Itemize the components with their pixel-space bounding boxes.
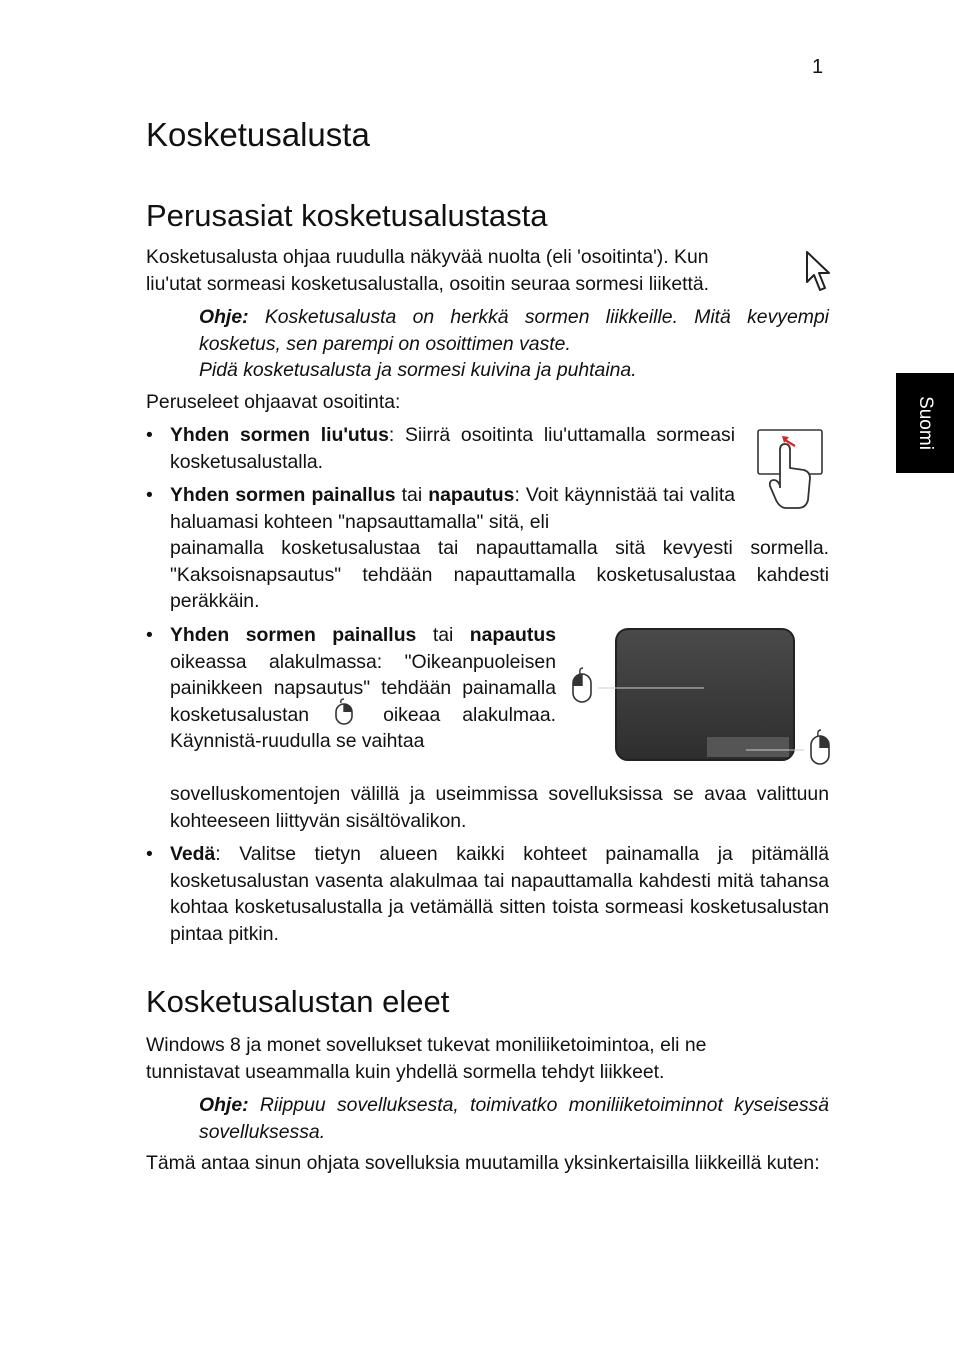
note-text: Riippuu sovelluksesta, toimivatko moniliiketoiminnot kyseisessä sovelluksessa. [199,1094,829,1143]
bullet3-term1: Yhden sormen painallus [170,624,417,646]
bullet-3-continued: sovelluskomentojen välillä ja useimmissa sovelluksissa se avaa valittuun kohteeseen liittyvän sisältövalikon. [170,783,829,832]
note-label: Ohje: [199,1094,249,1116]
bullet3-text-a: oikeassa alakulmassa: "Oikeanpuoleisen painikkeen napsautus" tehdään painamalla kosketusalustan [170,650,556,726]
bullet-1 [170,422,735,475]
bullet-2-continued: painamalla kosketusalustaa tai napauttamalla sitä kevyesti sormella. "Kaksoisnapsautus" tehdään napauttamalla kosketusalustaa kahdesti peräkkäin. [170,537,829,612]
bullet3-term2: napautus [469,624,556,646]
bullet4-text: : Valitse tietyn alueen kaikki kohteet painamalla ja pitämällä kosketusalustan vasenta alakulmaa tai napauttamalla kahdesti mitä tahansa kohtaa kosketusalustalla ja vetämällä sitten toista sormeasi kosketusalustan pintaa pitkin. [170,843,829,945]
page-number: 1 [812,56,824,78]
bullet-3 [170,622,556,755]
bullet-marker: • [146,484,153,506]
note-label: Ohje: [199,306,249,328]
section2-intro-line-2: tunnistavat useammalla kuin yhdellä sormella tehdyt liikkeet. [146,1060,665,1083]
bullet3-text-b: oikeaa alakulmaa. Käynnistä-ruudulla se vaihtaa [170,703,557,752]
section2-heading: Kosketusalustan eleet [146,984,450,1019]
bullet-2 [170,482,735,535]
gestures-intro: Peruseleet ohjaavat osoitinta: [146,391,401,413]
bullet2-term1: Yhden sormen painallus [170,484,396,506]
bullet-marker: • [146,624,153,646]
bullet2-term2: napautus [428,484,515,506]
inline-mouse-icon [331,703,361,723]
section2-intro-line-1: Windows 8 ja monet sovellukset tukevat moniliiketoimintoa, eli ne [146,1034,707,1056]
section1-note [199,304,829,357]
intro-line-2: liu'utat sormeasi kosketusalustalla, osoitin seuraa sormesi liikettä. [146,272,710,295]
bullet2-connector: tai [395,484,429,506]
mouse-icon [573,668,591,702]
section1-intro [146,244,786,297]
page-title: Kosketusalusta [146,116,370,153]
bullet-4 [170,841,829,947]
bullet1-text: : Siirrä osoitinta liu'uttamalla sormeasi kosketusalustalla. [170,424,735,473]
section1-note-line2: Pidä kosketusalusta ja sormesi kuivina ja puhtaina. [199,359,637,381]
section2-outro: Tämä antaa sinun ohjata sovelluksia muutamilla yksinkertaisilla liikkeillä kuten: [146,1152,820,1174]
note-text: Kosketusalusta on herkkä sormen liikkeille. Mitä kevyempi kosketus, sen parempi on osoittimen vaste. [199,306,829,355]
bullet-marker: • [146,843,153,865]
bullet4-term: Vedä [170,843,216,865]
finger-slide-touchpad-icon [756,428,824,512]
side-tab-label: Suomi [915,396,936,450]
language-side-tab [896,373,954,473]
touchpad-illustration [568,626,834,772]
cursor-arrow-icon [804,250,832,294]
bullet3-connector: tai [416,624,470,646]
bullet-marker: • [146,424,153,446]
section2-intro [146,1032,829,1085]
mouse-icon [811,730,829,764]
section1-heading: Perusasiat kosketusalustasta [146,198,548,233]
intro-line-1: Kosketusalusta ohjaa ruudulla näkyvää nuolta (eli 'osoitinta'). Kun [146,246,709,268]
section2-note [199,1092,829,1145]
bullet1-term: Yhden sormen liu'utus [170,424,389,446]
bullet2-text: : Voit käynnistää tai valita haluamasi kohteen "napsauttamalla" sitä, eli [170,484,736,533]
